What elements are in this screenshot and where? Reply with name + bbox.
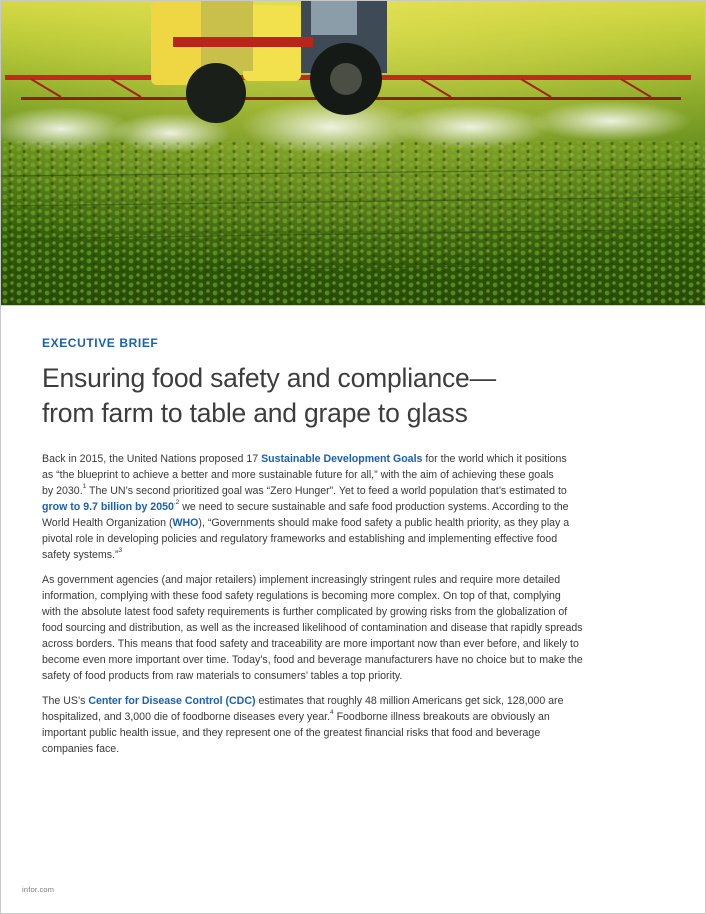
p3-text: estimates that roughly 48 million Americans get sick, 128,000 are — [255, 695, 564, 707]
p1-line: pivotal role in developing policies and regulatory frameworks and establishing and implementing effective food — [42, 533, 558, 545]
brief-title — [42, 361, 587, 431]
link-sustainable-development-goals[interactable]: Sustainable Development Goals — [261, 453, 423, 465]
p1-text: by 2030. — [42, 485, 83, 497]
p3-line: companies face. — [42, 743, 120, 755]
link-who[interactable]: WHO — [172, 517, 199, 529]
p2-line: As government agencies (and major retailers) implement increasingly stringent rules and require more detailed — [42, 574, 561, 586]
brief-content — [42, 334, 587, 757]
footnote-ref-2: ,2 — [173, 499, 180, 506]
p3-text: The US’s — [42, 695, 89, 707]
p2-line: safety of food products from raw materials to consumers’ tables a top priority. — [42, 670, 403, 682]
p1-text: Back in 2015, the United Nations proposed 17 — [42, 453, 262, 465]
paragraph-2 — [42, 572, 587, 684]
p3-line: important public health issue, and they represent one of the greatest financial risks that food and beverage — [42, 727, 541, 739]
p2-line: become even more important over time. Today’s, food and beverage manufacturers have no choice but to make the — [42, 654, 583, 666]
footnote-ref-1: 1 — [82, 483, 87, 490]
link-cdc[interactable]: Center for Disease Control (CDC) — [88, 695, 256, 707]
title-line-1: Ensuring food safety and compliance— — [42, 363, 496, 393]
p2-line: food sourcing and distribution, as well as the increased likelihood of contamination and disease that rapidly spreads — [42, 622, 583, 634]
footnote-ref-4: 4 — [330, 709, 334, 716]
p2-line: information, complying with these food safety regulations is becoming more complex. On top of that, complying — [42, 590, 561, 602]
p3-text: hospitalized, and 3,000 die of foodborne diseases every year. — [42, 711, 330, 723]
p1-text: The UN’s second prioritized goal was “Zero Hunger”. Yet to feed a world population that’s estimated to — [86, 485, 567, 497]
footnote-ref-3: 3 — [118, 547, 123, 554]
p1-text: safety systems.” — [42, 549, 119, 561]
footer-url[interactable]: infor.com — [22, 885, 55, 894]
link-world-population-growth[interactable]: grow to 9.7 billion by 2050 — [42, 501, 174, 513]
p2-line: with the absolute latest food safety requirements is further complicated by growing risks from the globalization of — [42, 606, 568, 618]
p1-line: as “the blueprint to achieve a better and more sustainable future for all,” with the aim of achieving these goals — [42, 469, 554, 481]
paragraph-1 — [42, 451, 587, 563]
tractor-field-illustration — [1, 1, 705, 305]
p3-text: Foodborne illness breakouts are obviously an — [333, 711, 550, 723]
title-line-2: from farm to table and grape to glass — [42, 398, 468, 428]
p1-text: ), “Governments should make food safety a public health priority, as they play a — [198, 517, 570, 529]
p1-text: for the world which it positions — [422, 453, 567, 465]
hero-image — [1, 1, 705, 306]
p2-line: across borders. This means that food safety and traceability are more important now than ever before, and likely to — [42, 638, 579, 650]
brief-eyebrow: EXECUTIVE BRIEF — [42, 336, 159, 350]
p1-text: World Health Organization ( — [42, 517, 173, 529]
paragraph-3 — [42, 693, 587, 757]
p1-text: we need to secure sustainable and safe food production systems. According to the — [179, 501, 569, 513]
